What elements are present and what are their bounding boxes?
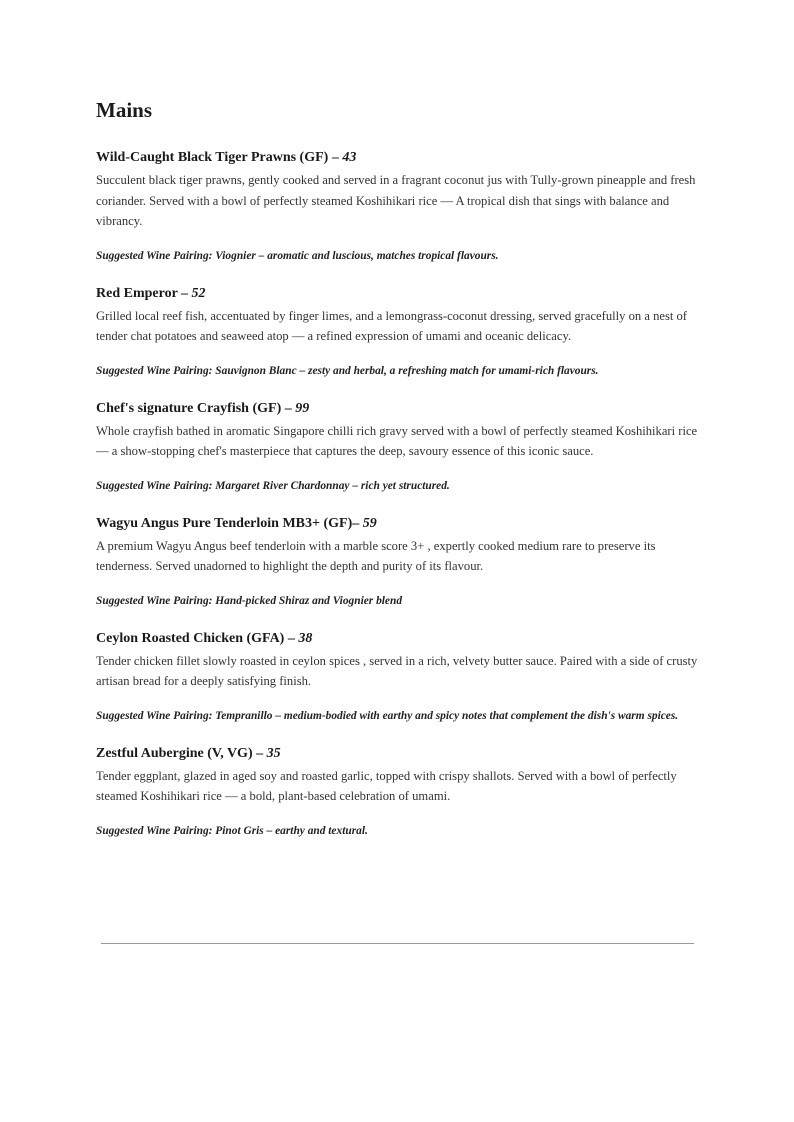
dish-item xyxy=(96,629,700,726)
dish-price: 35 xyxy=(266,745,281,761)
dish-name: Wild-Caught Black Tiger Prawns (GF) – xyxy=(96,150,343,165)
dish-item xyxy=(96,399,700,496)
dish-name: Zestful Aubergine (V, VG) – xyxy=(96,745,267,761)
wine-pairing: Suggested Wine Pairing: Viognier – aromatic and luscious, matches tropical flavours. xyxy=(96,249,499,262)
dish-name: Chef's signature Crayfish (GF) – xyxy=(96,400,296,416)
dish-heading xyxy=(96,514,700,534)
horizontal-divider xyxy=(101,943,694,944)
dish-name: Red Emperor – xyxy=(96,285,192,301)
dish-heading xyxy=(96,629,700,649)
dish-heading xyxy=(96,148,700,168)
dish-description: Tender eggplant, glazed in aged soy and roasted garlic, topped with crispy shallots. Served with a bowl of perfectly steamed Koshihikari rice — a bold, plant-based celebration of umami. xyxy=(96,768,677,803)
dish-name: Ceylon Roasted Chicken (GFA) – xyxy=(96,630,299,646)
section-title: Mains xyxy=(96,98,153,122)
dish-price: 43 xyxy=(342,150,357,165)
wine-pairing: Suggested Wine Pairing: Pinot Gris – earthy and textural. xyxy=(96,824,368,837)
wine-pairing: Suggested Wine Pairing: Hand-picked Shiraz and Viognier blend xyxy=(96,594,403,607)
dish-description: Whole crayfish bathed in aromatic Singapore chilli rich gravy served with a bowl of perfectly steamed Koshihikari rice— a show-stopping chef's masterpiece that captures the deep, savoury essence of this iconic sauce. xyxy=(96,423,698,458)
dish-item xyxy=(96,284,700,381)
dish-heading xyxy=(96,399,700,419)
wine-pairing: Suggested Wine Pairing: Margaret River Chardonnay – rich yet structured. xyxy=(96,479,450,492)
dish-heading xyxy=(96,744,700,764)
wine-pairing: Suggested Wine Pairing: Tempranillo – medium-bodied with earthy and spicy notes that complement the dish's warm spices. xyxy=(96,709,679,722)
dish-description: A premium Wagyu Angus beef tenderloin with a marble score 3+ , expertly cooked medium rare to preserve its tenderness. Served unadorned to highlight the depth and purity of its flavour. xyxy=(96,538,656,573)
dish-price: 52 xyxy=(191,285,206,301)
dish-description: Tender chicken fillet slowly roasted in ceylon spices , served in a rich, velvety butter sauce. Paired with a side of crusty artisan bread for a deeply satisfying finish. xyxy=(96,653,698,688)
dish-description: Succulent black tiger prawns, gently cooked and served in a fragrant coconut jus with Tully-grown pineapple and fresh coriander. Served with a bowl of perfectly steamed Koshihikari rice — A tropical dish that sings with balance and vibrancy. xyxy=(96,173,696,228)
dish-item xyxy=(96,514,700,611)
dish-price: 38 xyxy=(298,630,313,646)
wine-pairing: Suggested Wine Pairing: Sauvignon Blanc – zesty and herbal, a refreshing match for umami-rich flavours. xyxy=(96,364,599,377)
dish-price: 99 xyxy=(295,400,310,416)
dish-item xyxy=(96,744,700,841)
dish-name: Wagyu Angus Pure Tenderloin MB3+ (GF)– xyxy=(96,515,363,531)
dish-price: 59 xyxy=(362,515,377,531)
menu-page xyxy=(96,96,700,859)
dish-item xyxy=(96,148,700,266)
dish-heading xyxy=(96,284,700,304)
dish-description: Grilled local reef fish, accentuated by finger limes, and a lemongrass-coconut dressing, served gracefully on a nest of tender chat potatoes and seaweed atop — a refined expression of umami and oceanic delicacy. xyxy=(96,308,687,343)
